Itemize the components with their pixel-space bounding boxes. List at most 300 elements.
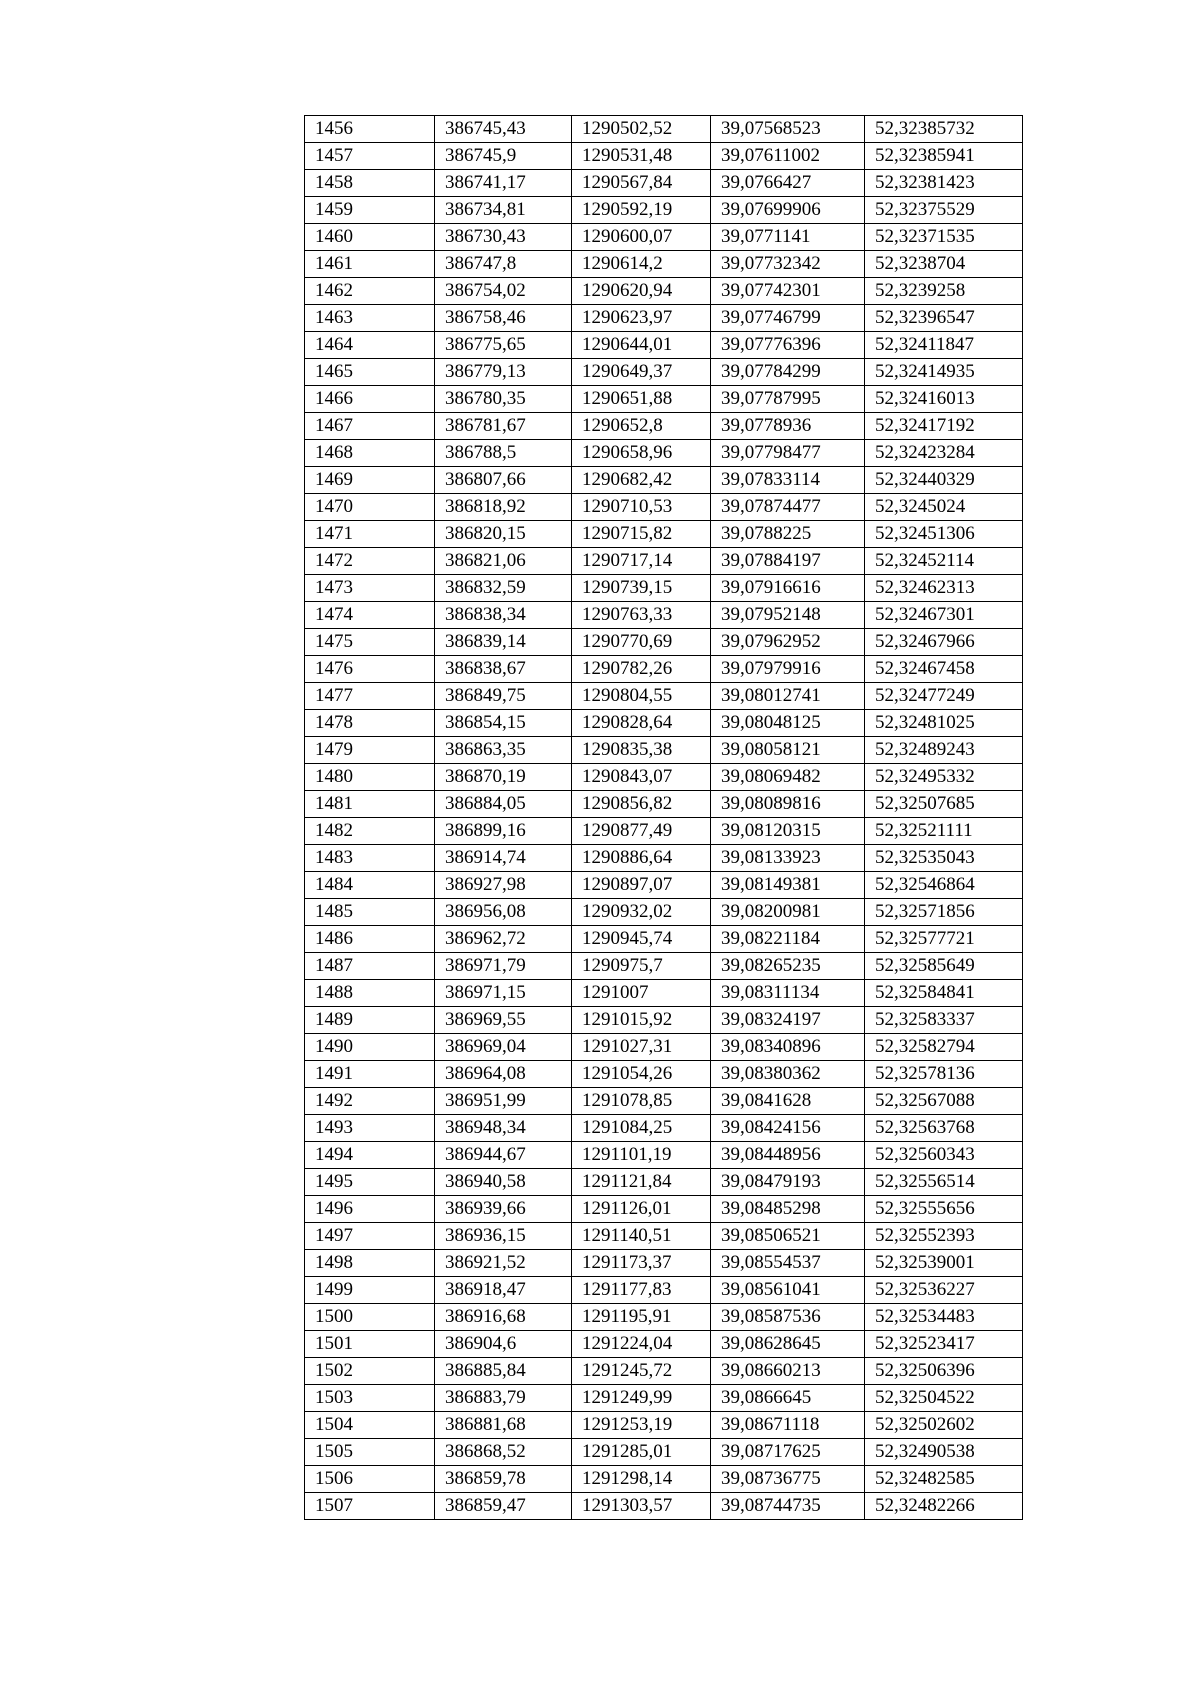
x-coordinate-cell: 386754,02	[435, 278, 572, 305]
table-row	[305, 764, 1023, 791]
latitude-cell: 52,32504522	[865, 1385, 1023, 1412]
table-row	[305, 1331, 1023, 1358]
longitude-cell: 39,07952148	[711, 602, 865, 629]
point-number-cell: 1485	[305, 899, 435, 926]
point-number-cell: 1487	[305, 953, 435, 980]
longitude-cell: 39,07742301	[711, 278, 865, 305]
table-row	[305, 1304, 1023, 1331]
table-row	[305, 170, 1023, 197]
latitude-cell: 52,32462313	[865, 575, 1023, 602]
latitude-cell: 52,32502602	[865, 1412, 1023, 1439]
x-coordinate-cell: 386820,15	[435, 521, 572, 548]
table-row	[305, 251, 1023, 278]
x-coordinate-cell: 386971,15	[435, 980, 572, 1007]
latitude-cell: 52,32489243	[865, 737, 1023, 764]
x-coordinate-cell: 386969,04	[435, 1034, 572, 1061]
x-coordinate-cell: 386741,17	[435, 170, 572, 197]
point-number-cell: 1495	[305, 1169, 435, 1196]
latitude-cell: 52,32417192	[865, 413, 1023, 440]
latitude-cell: 52,32552393	[865, 1223, 1023, 1250]
x-coordinate-cell: 386854,15	[435, 710, 572, 737]
y-coordinate-cell: 1291303,57	[572, 1493, 711, 1520]
y-coordinate-cell: 1290600,07	[572, 224, 711, 251]
point-number-cell: 1491	[305, 1061, 435, 1088]
point-number-cell: 1478	[305, 710, 435, 737]
y-coordinate-cell: 1290651,88	[572, 386, 711, 413]
point-number-cell: 1496	[305, 1196, 435, 1223]
x-coordinate-cell: 386951,99	[435, 1088, 572, 1115]
latitude-cell: 52,32451306	[865, 521, 1023, 548]
y-coordinate-cell: 1290932,02	[572, 899, 711, 926]
longitude-cell: 39,07611002	[711, 143, 865, 170]
latitude-cell: 52,32534483	[865, 1304, 1023, 1331]
y-coordinate-cell: 1290856,82	[572, 791, 711, 818]
longitude-cell: 39,0778936	[711, 413, 865, 440]
point-number-cell: 1469	[305, 467, 435, 494]
point-number-cell: 1483	[305, 845, 435, 872]
table-row	[305, 1385, 1023, 1412]
y-coordinate-cell: 1290567,84	[572, 170, 711, 197]
latitude-cell: 52,32495332	[865, 764, 1023, 791]
table-row	[305, 683, 1023, 710]
coordinates-table	[304, 115, 1023, 1520]
latitude-cell: 52,32452114	[865, 548, 1023, 575]
x-coordinate-cell: 386838,67	[435, 656, 572, 683]
table-row	[305, 1061, 1023, 1088]
y-coordinate-cell: 1290782,26	[572, 656, 711, 683]
latitude-cell: 52,32414935	[865, 359, 1023, 386]
point-number-cell: 1503	[305, 1385, 435, 1412]
point-number-cell: 1492	[305, 1088, 435, 1115]
longitude-cell: 39,07776396	[711, 332, 865, 359]
point-number-cell: 1465	[305, 359, 435, 386]
latitude-cell: 52,32556514	[865, 1169, 1023, 1196]
latitude-cell: 52,32567088	[865, 1088, 1023, 1115]
latitude-cell: 52,32423284	[865, 440, 1023, 467]
longitude-cell: 39,07746799	[711, 305, 865, 332]
y-coordinate-cell: 1291101,19	[572, 1142, 711, 1169]
x-coordinate-cell: 386849,75	[435, 683, 572, 710]
longitude-cell: 39,07962952	[711, 629, 865, 656]
x-coordinate-cell: 386781,67	[435, 413, 572, 440]
y-coordinate-cell: 1290763,33	[572, 602, 711, 629]
x-coordinate-cell: 386747,8	[435, 251, 572, 278]
table-row	[305, 494, 1023, 521]
y-coordinate-cell: 1290804,55	[572, 683, 711, 710]
latitude-cell: 52,32375529	[865, 197, 1023, 224]
table-row	[305, 899, 1023, 926]
point-number-cell: 1477	[305, 683, 435, 710]
y-coordinate-cell: 1290614,2	[572, 251, 711, 278]
x-coordinate-cell: 386730,43	[435, 224, 572, 251]
coordinates-table-body	[305, 116, 1023, 1520]
y-coordinate-cell: 1291285,01	[572, 1439, 711, 1466]
table-row	[305, 332, 1023, 359]
point-number-cell: 1463	[305, 305, 435, 332]
latitude-cell: 52,32578136	[865, 1061, 1023, 1088]
latitude-cell: 52,32416013	[865, 386, 1023, 413]
table-row	[305, 548, 1023, 575]
x-coordinate-cell: 386838,34	[435, 602, 572, 629]
longitude-cell: 39,08012741	[711, 683, 865, 710]
x-coordinate-cell: 386868,52	[435, 1439, 572, 1466]
table-row	[305, 629, 1023, 656]
point-number-cell: 1457	[305, 143, 435, 170]
table-row	[305, 1412, 1023, 1439]
latitude-cell: 52,32467458	[865, 656, 1023, 683]
table-row	[305, 791, 1023, 818]
point-number-cell: 1498	[305, 1250, 435, 1277]
table-row	[305, 521, 1023, 548]
y-coordinate-cell: 1291249,99	[572, 1385, 711, 1412]
table-row	[305, 1034, 1023, 1061]
y-coordinate-cell: 1290975,7	[572, 953, 711, 980]
point-number-cell: 1461	[305, 251, 435, 278]
latitude-cell: 52,32482266	[865, 1493, 1023, 1520]
x-coordinate-cell: 386881,68	[435, 1412, 572, 1439]
point-number-cell: 1489	[305, 1007, 435, 1034]
y-coordinate-cell: 1291121,84	[572, 1169, 711, 1196]
point-number-cell: 1466	[305, 386, 435, 413]
longitude-cell: 39,08324197	[711, 1007, 865, 1034]
latitude-cell: 52,32584841	[865, 980, 1023, 1007]
point-number-cell: 1473	[305, 575, 435, 602]
point-number-cell: 1468	[305, 440, 435, 467]
x-coordinate-cell: 386818,92	[435, 494, 572, 521]
point-number-cell: 1458	[305, 170, 435, 197]
y-coordinate-cell: 1290682,42	[572, 467, 711, 494]
point-number-cell: 1502	[305, 1358, 435, 1385]
point-number-cell: 1480	[305, 764, 435, 791]
y-coordinate-cell: 1290649,37	[572, 359, 711, 386]
y-coordinate-cell: 1291253,19	[572, 1412, 711, 1439]
table-row	[305, 1493, 1023, 1520]
point-number-cell: 1488	[305, 980, 435, 1007]
y-coordinate-cell: 1291245,72	[572, 1358, 711, 1385]
point-number-cell: 1497	[305, 1223, 435, 1250]
longitude-cell: 39,08554537	[711, 1250, 865, 1277]
y-coordinate-cell: 1291027,31	[572, 1034, 711, 1061]
point-number-cell: 1470	[305, 494, 435, 521]
x-coordinate-cell: 386863,35	[435, 737, 572, 764]
latitude-cell: 52,32582794	[865, 1034, 1023, 1061]
point-number-cell: 1506	[305, 1466, 435, 1493]
y-coordinate-cell: 1290644,01	[572, 332, 711, 359]
table-row	[305, 710, 1023, 737]
latitude-cell: 52,32560343	[865, 1142, 1023, 1169]
y-coordinate-cell: 1290717,14	[572, 548, 711, 575]
table-row	[305, 737, 1023, 764]
x-coordinate-cell: 386780,35	[435, 386, 572, 413]
table-row	[305, 1142, 1023, 1169]
table-row	[305, 575, 1023, 602]
longitude-cell: 39,0766427	[711, 170, 865, 197]
longitude-cell: 39,08221184	[711, 926, 865, 953]
x-coordinate-cell: 386884,05	[435, 791, 572, 818]
table-row	[305, 224, 1023, 251]
latitude-cell: 52,32521111	[865, 818, 1023, 845]
table-row	[305, 143, 1023, 170]
longitude-cell: 39,08561041	[711, 1277, 865, 1304]
y-coordinate-cell: 1290886,64	[572, 845, 711, 872]
x-coordinate-cell: 386883,79	[435, 1385, 572, 1412]
longitude-cell: 39,08506521	[711, 1223, 865, 1250]
y-coordinate-cell: 1290739,15	[572, 575, 711, 602]
latitude-cell: 52,3239258	[865, 278, 1023, 305]
longitude-cell: 39,08149381	[711, 872, 865, 899]
longitude-cell: 39,08485298	[711, 1196, 865, 1223]
longitude-cell: 39,08200981	[711, 899, 865, 926]
table-row	[305, 116, 1023, 143]
latitude-cell: 52,32506396	[865, 1358, 1023, 1385]
y-coordinate-cell: 1291015,92	[572, 1007, 711, 1034]
x-coordinate-cell: 386859,78	[435, 1466, 572, 1493]
longitude-cell: 39,07787995	[711, 386, 865, 413]
table-row	[305, 1466, 1023, 1493]
longitude-cell: 39,08069482	[711, 764, 865, 791]
y-coordinate-cell: 1291173,37	[572, 1250, 711, 1277]
x-coordinate-cell: 386921,52	[435, 1250, 572, 1277]
longitude-cell: 39,08133923	[711, 845, 865, 872]
table-row	[305, 845, 1023, 872]
point-number-cell: 1460	[305, 224, 435, 251]
table-row	[305, 1277, 1023, 1304]
y-coordinate-cell: 1290531,48	[572, 143, 711, 170]
point-number-cell: 1507	[305, 1493, 435, 1520]
point-number-cell: 1484	[305, 872, 435, 899]
longitude-cell: 39,08628645	[711, 1331, 865, 1358]
longitude-cell: 39,07699906	[711, 197, 865, 224]
point-number-cell: 1493	[305, 1115, 435, 1142]
y-coordinate-cell: 1290715,82	[572, 521, 711, 548]
point-number-cell: 1505	[305, 1439, 435, 1466]
longitude-cell: 39,08671118	[711, 1412, 865, 1439]
table-row	[305, 872, 1023, 899]
y-coordinate-cell: 1291078,85	[572, 1088, 711, 1115]
longitude-cell: 39,07784299	[711, 359, 865, 386]
table-row	[305, 467, 1023, 494]
latitude-cell: 52,32563768	[865, 1115, 1023, 1142]
latitude-cell: 52,32385732	[865, 116, 1023, 143]
x-coordinate-cell: 386832,59	[435, 575, 572, 602]
table-row	[305, 1223, 1023, 1250]
x-coordinate-cell: 386779,13	[435, 359, 572, 386]
latitude-cell: 52,32490538	[865, 1439, 1023, 1466]
longitude-cell: 39,08340896	[711, 1034, 865, 1061]
table-row	[305, 197, 1023, 224]
x-coordinate-cell: 386962,72	[435, 926, 572, 953]
y-coordinate-cell: 1290652,8	[572, 413, 711, 440]
latitude-cell: 52,32555656	[865, 1196, 1023, 1223]
x-coordinate-cell: 386745,43	[435, 116, 572, 143]
x-coordinate-cell: 386927,98	[435, 872, 572, 899]
x-coordinate-cell: 386964,08	[435, 1061, 572, 1088]
x-coordinate-cell: 386734,81	[435, 197, 572, 224]
table-row	[305, 1358, 1023, 1385]
latitude-cell: 52,32381423	[865, 170, 1023, 197]
longitude-cell: 39,07884197	[711, 548, 865, 575]
latitude-cell: 52,32585649	[865, 953, 1023, 980]
x-coordinate-cell: 386969,55	[435, 1007, 572, 1034]
y-coordinate-cell: 1290828,64	[572, 710, 711, 737]
table-row	[305, 1250, 1023, 1277]
longitude-cell: 39,08311134	[711, 980, 865, 1007]
point-number-cell: 1474	[305, 602, 435, 629]
latitude-cell: 52,32467966	[865, 629, 1023, 656]
y-coordinate-cell: 1290710,53	[572, 494, 711, 521]
longitude-cell: 39,0788225	[711, 521, 865, 548]
latitude-cell: 52,32523417	[865, 1331, 1023, 1358]
table-row	[305, 818, 1023, 845]
longitude-cell: 39,0771141	[711, 224, 865, 251]
point-number-cell: 1471	[305, 521, 435, 548]
point-number-cell: 1464	[305, 332, 435, 359]
point-number-cell: 1490	[305, 1034, 435, 1061]
x-coordinate-cell: 386948,34	[435, 1115, 572, 1142]
y-coordinate-cell: 1290897,07	[572, 872, 711, 899]
point-number-cell: 1459	[305, 197, 435, 224]
longitude-cell: 39,08265235	[711, 953, 865, 980]
table-row	[305, 1088, 1023, 1115]
point-number-cell: 1499	[305, 1277, 435, 1304]
point-number-cell: 1500	[305, 1304, 435, 1331]
longitude-cell: 39,08479193	[711, 1169, 865, 1196]
point-number-cell: 1456	[305, 116, 435, 143]
y-coordinate-cell: 1290835,38	[572, 737, 711, 764]
table-row	[305, 1196, 1023, 1223]
point-number-cell: 1481	[305, 791, 435, 818]
latitude-cell: 52,32536227	[865, 1277, 1023, 1304]
longitude-cell: 39,0841628	[711, 1088, 865, 1115]
x-coordinate-cell: 386821,06	[435, 548, 572, 575]
table-row	[305, 953, 1023, 980]
latitude-cell: 52,32396547	[865, 305, 1023, 332]
longitude-cell: 39,08448956	[711, 1142, 865, 1169]
x-coordinate-cell: 386859,47	[435, 1493, 572, 1520]
table-row	[305, 980, 1023, 1007]
longitude-cell: 39,08660213	[711, 1358, 865, 1385]
y-coordinate-cell: 1290877,49	[572, 818, 711, 845]
point-number-cell: 1472	[305, 548, 435, 575]
point-number-cell: 1494	[305, 1142, 435, 1169]
x-coordinate-cell: 386839,14	[435, 629, 572, 656]
latitude-cell: 52,3238704	[865, 251, 1023, 278]
longitude-cell: 39,07798477	[711, 440, 865, 467]
table-row	[305, 1007, 1023, 1034]
x-coordinate-cell: 386745,9	[435, 143, 572, 170]
y-coordinate-cell: 1290770,69	[572, 629, 711, 656]
x-coordinate-cell: 386971,79	[435, 953, 572, 980]
table-row	[305, 656, 1023, 683]
y-coordinate-cell: 1291140,51	[572, 1223, 711, 1250]
y-coordinate-cell: 1290502,52	[572, 116, 711, 143]
y-coordinate-cell: 1290620,94	[572, 278, 711, 305]
longitude-cell: 39,08089816	[711, 791, 865, 818]
table-row	[305, 386, 1023, 413]
latitude-cell: 52,32577721	[865, 926, 1023, 953]
point-number-cell: 1467	[305, 413, 435, 440]
latitude-cell: 52,32546864	[865, 872, 1023, 899]
longitude-cell: 39,08587536	[711, 1304, 865, 1331]
latitude-cell: 52,32467301	[865, 602, 1023, 629]
table-row	[305, 440, 1023, 467]
point-number-cell: 1462	[305, 278, 435, 305]
x-coordinate-cell: 386807,66	[435, 467, 572, 494]
x-coordinate-cell: 386870,19	[435, 764, 572, 791]
y-coordinate-cell: 1290623,97	[572, 305, 711, 332]
x-coordinate-cell: 386956,08	[435, 899, 572, 926]
point-number-cell: 1501	[305, 1331, 435, 1358]
longitude-cell: 39,08048125	[711, 710, 865, 737]
table-row	[305, 926, 1023, 953]
point-number-cell: 1486	[305, 926, 435, 953]
y-coordinate-cell: 1290592,19	[572, 197, 711, 224]
x-coordinate-cell: 386939,66	[435, 1196, 572, 1223]
latitude-cell: 52,32477249	[865, 683, 1023, 710]
table-row	[305, 1169, 1023, 1196]
y-coordinate-cell: 1291007	[572, 980, 711, 1007]
table-row	[305, 359, 1023, 386]
x-coordinate-cell: 386914,74	[435, 845, 572, 872]
point-number-cell: 1476	[305, 656, 435, 683]
longitude-cell: 39,08736775	[711, 1466, 865, 1493]
x-coordinate-cell: 386758,46	[435, 305, 572, 332]
y-coordinate-cell: 1291084,25	[572, 1115, 711, 1142]
table-row	[305, 1115, 1023, 1142]
x-coordinate-cell: 386916,68	[435, 1304, 572, 1331]
y-coordinate-cell: 1291177,83	[572, 1277, 711, 1304]
x-coordinate-cell: 386936,15	[435, 1223, 572, 1250]
point-number-cell: 1482	[305, 818, 435, 845]
x-coordinate-cell: 386918,47	[435, 1277, 572, 1304]
latitude-cell: 52,32482585	[865, 1466, 1023, 1493]
latitude-cell: 52,3245024	[865, 494, 1023, 521]
point-number-cell: 1479	[305, 737, 435, 764]
y-coordinate-cell: 1290843,07	[572, 764, 711, 791]
table-row	[305, 1439, 1023, 1466]
longitude-cell: 39,07979916	[711, 656, 865, 683]
longitude-cell: 39,07568523	[711, 116, 865, 143]
latitude-cell: 52,32411847	[865, 332, 1023, 359]
longitude-cell: 39,08717625	[711, 1439, 865, 1466]
y-coordinate-cell: 1291298,14	[572, 1466, 711, 1493]
longitude-cell: 39,07732342	[711, 251, 865, 278]
x-coordinate-cell: 386944,67	[435, 1142, 572, 1169]
longitude-cell: 39,08058121	[711, 737, 865, 764]
table-row	[305, 602, 1023, 629]
latitude-cell: 52,32385941	[865, 143, 1023, 170]
latitude-cell: 52,32583337	[865, 1007, 1023, 1034]
x-coordinate-cell: 386885,84	[435, 1358, 572, 1385]
table-row	[305, 305, 1023, 332]
y-coordinate-cell: 1291126,01	[572, 1196, 711, 1223]
longitude-cell: 39,0866645	[711, 1385, 865, 1412]
point-number-cell: 1504	[305, 1412, 435, 1439]
longitude-cell: 39,08380362	[711, 1061, 865, 1088]
y-coordinate-cell: 1290658,96	[572, 440, 711, 467]
longitude-cell: 39,08744735	[711, 1493, 865, 1520]
longitude-cell: 39,07833114	[711, 467, 865, 494]
x-coordinate-cell: 386899,16	[435, 818, 572, 845]
latitude-cell: 52,32440329	[865, 467, 1023, 494]
latitude-cell: 52,32571856	[865, 899, 1023, 926]
point-number-cell: 1475	[305, 629, 435, 656]
latitude-cell: 52,32371535	[865, 224, 1023, 251]
y-coordinate-cell: 1291195,91	[572, 1304, 711, 1331]
y-coordinate-cell: 1291224,04	[572, 1331, 711, 1358]
longitude-cell: 39,07874477	[711, 494, 865, 521]
longitude-cell: 39,08120315	[711, 818, 865, 845]
